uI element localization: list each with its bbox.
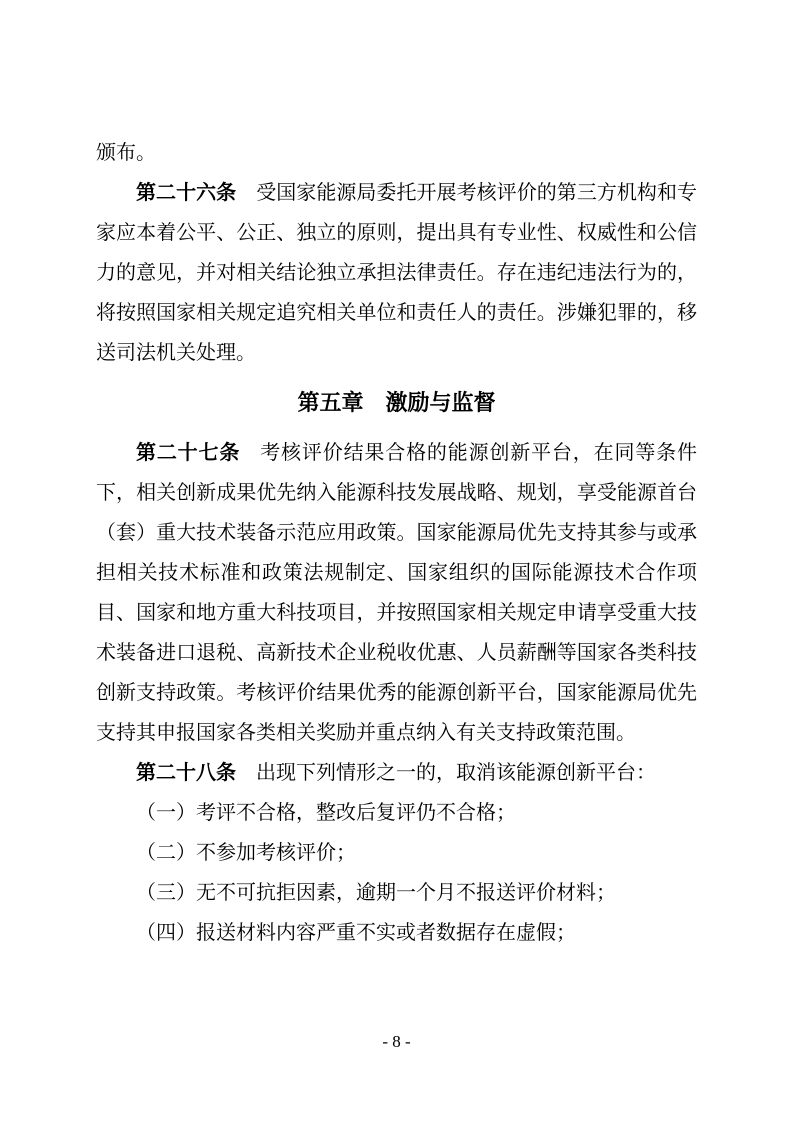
paragraph-text: 颁布。 <box>96 142 156 164</box>
list-item-2 <box>96 833 697 873</box>
chapter-number: 第五章 <box>297 390 364 415</box>
list-item-text: （一）考评不合格，整改后复评仍不合格； <box>136 802 516 824</box>
chapter-title: 激励与监督 <box>385 390 496 415</box>
list-item-3 <box>96 873 697 913</box>
list-item-text: （二）不参加考核评价； <box>136 842 356 864</box>
list-item-text: （四）报送材料内容严重不实或者数据存在虚假； <box>136 922 576 944</box>
paragraph-continuation <box>96 133 697 173</box>
paragraph-article-28 <box>96 753 697 793</box>
article-27-label: 第二十七条 <box>136 442 241 464</box>
list-item-text: （三）无不可抗拒因素，逾期一个月不报送评价材料； <box>136 882 616 904</box>
article-26-label: 第二十六条 <box>136 182 237 204</box>
chapter-heading <box>96 383 697 423</box>
page-number: - 8 - <box>382 1032 411 1051</box>
paragraph-article-27 <box>96 433 697 753</box>
list-item-4 <box>96 913 697 953</box>
article-27-text: 考核评价结果合格的能源创新平台，在同等条件下，相关创新成果优先纳入能源科技发展战略、规划，享受能源首台（套）重大技术装备示范应用政策。国家能源局优先支持其参与或承担相关技术标准和政策法规制定、国家组织的国际能源技术合作项目、国家和地方重大科技项目，并按照国家相关规定申请享受重大技术装备进口退税、高新技术企业税收优惠、人员薪酬等国家各类科技创新支持政策。考核评价结果优秀的能源创新平台，国家能源局优先支持其申报国家各类相关奖励并重点纳入有关支持政策范围。 <box>96 442 698 744</box>
paragraph-article-26 <box>96 173 697 373</box>
article-28-text: 出现下列情形之一的，取消该能源创新平台： <box>256 762 656 784</box>
list-item-1 <box>96 793 697 833</box>
article-26-text: 受国家能源局委托开展考核评价的第三方机构和专家应本着公平、公正、独立的原则，提出具有专业性、权威性和公信力的意见，并对相关结论独立承担法律责任。存在违纪违法行为的，将按照国家相关规定追究相关单位和责任人的责任。涉嫌犯罪的，移送司法机关处理。 <box>96 182 698 364</box>
article-28-label: 第二十八条 <box>136 762 236 784</box>
